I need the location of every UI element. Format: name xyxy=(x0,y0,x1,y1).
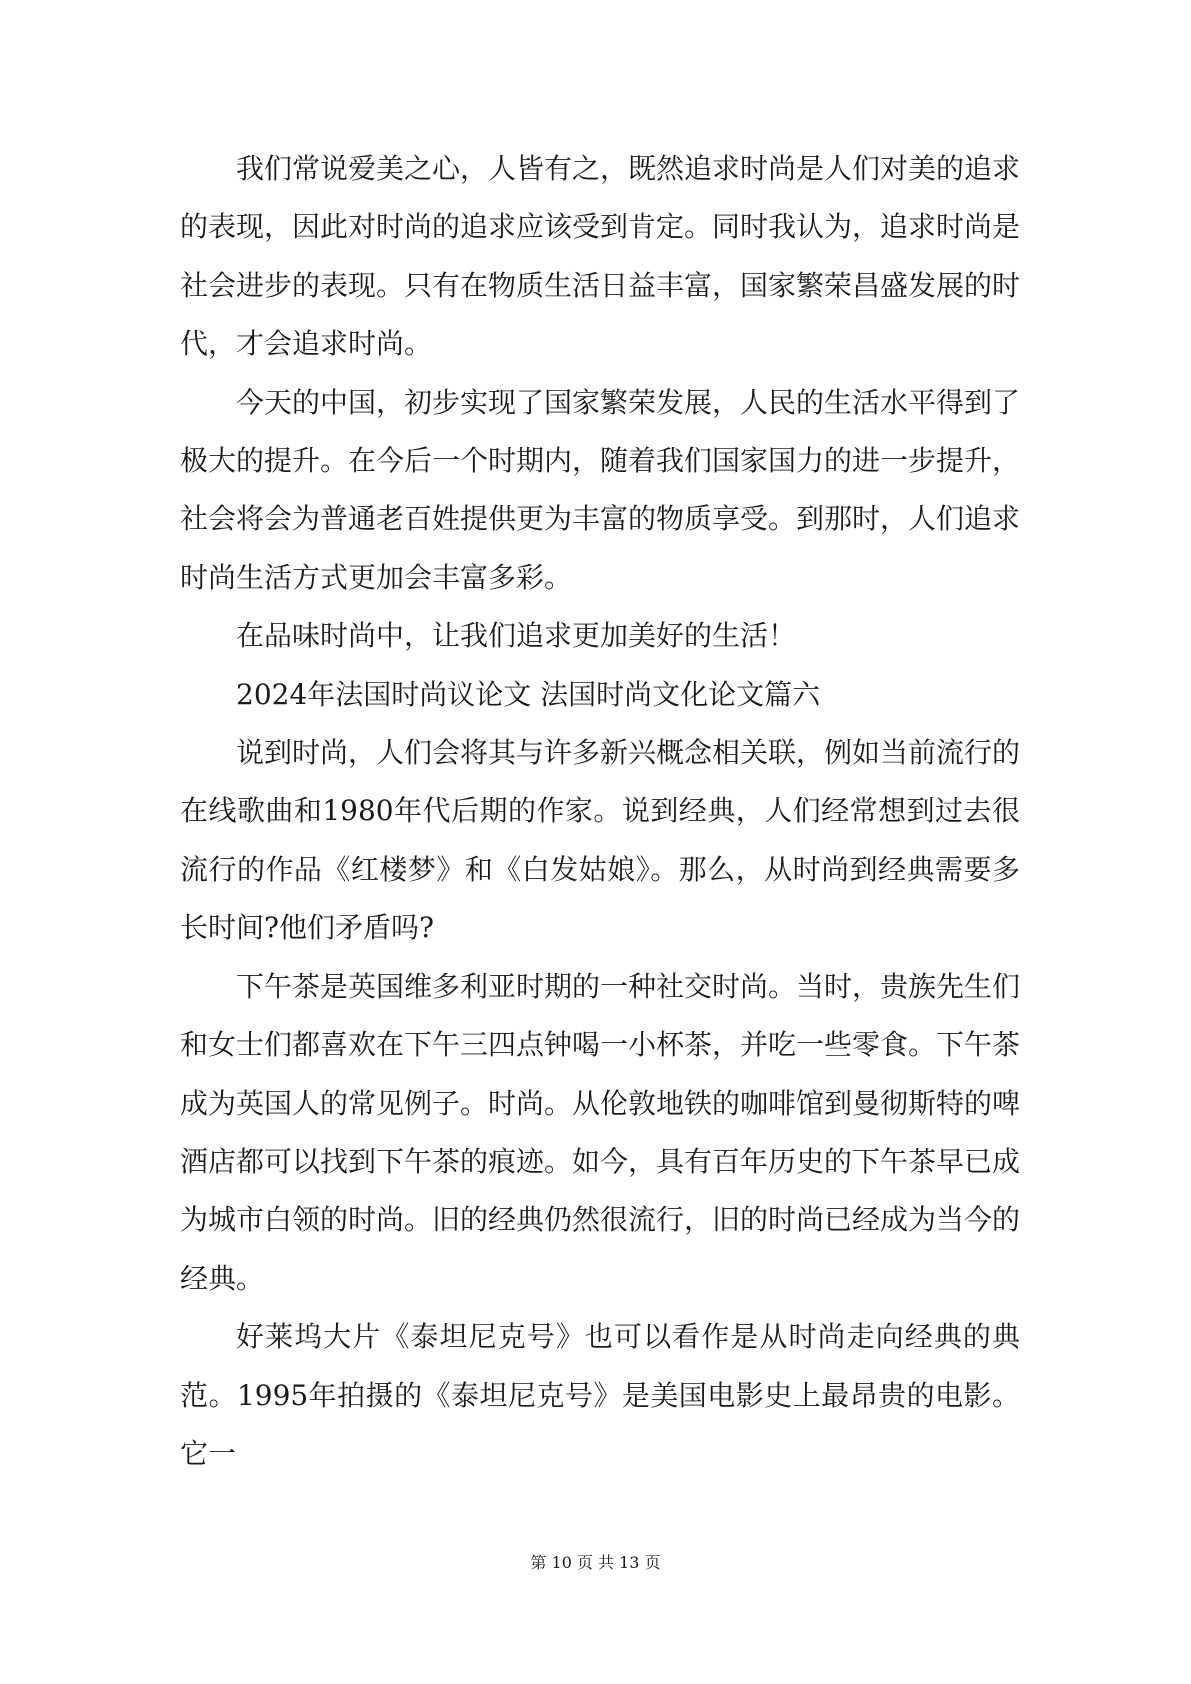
paragraph-3: 在品味时尚中，让我们追求更加美好的生活！ xyxy=(236,619,797,653)
page-footer: 第 10 页 共 13 页 xyxy=(530,1553,661,1572)
document-body xyxy=(180,140,1020,1483)
paragraph-4: 说到时尚，人们会将其与许多新兴概念相关联，例如当前流行的在线歌曲和1980年代后期的作家。说到经典，人们经常想到过去很流行的作品《红楼梦》和《白发姑娘》。那么，从时尚到经典需要多长时间?他们矛盾吗? xyxy=(180,736,1021,945)
paragraph-6: 好莱坞大片《泰坦尼克号》也可以看作是从时尚走向经典的典范。1995年拍摄的《泰坦尼克号》是美国电影史上最昂贵的电影。它一 xyxy=(180,1320,1020,1470)
paragraph-5: 下午茶是英国维多利亚时期的一种社交时尚。当时，贵族先生们和女士们都喜欢在下午三四点钟喝一小杯茶，并吃一些零食。下午茶成为英国人的常见例子。时尚。从伦敦地铁的咖啡馆到曼彻斯特的啤酒店都可以找到下午茶的痕迹。如今，具有百年历史的下午茶早已成为城市白领的时尚。旧的经典仍然很流行，旧的时尚已经成为当今的经典。 xyxy=(180,969,1021,1295)
paragraph-2: 今天的中国，初步实现了国家繁荣发展，人民的生活水平得到了极大的提升。在今后一个时期内，随着我们国家国力的进一步提升，社会将会为普通老百姓提供更为丰富的物质享受。到那时，人们追求时尚生活方式更加会丰富多彩。 xyxy=(180,385,1021,594)
paragraph-1: 我们常说爱美之心，人皆有之，既然追求时尚是人们对美的追求的表现，因此对时尚的追求应该受到肯定。同时我认为，追求时尚是社会进步的表现。只有在物质生活日益丰富，国家繁荣昌盛发展的时代，才会追求时尚。 xyxy=(180,152,1021,361)
section-heading: 2024年法国时尚议论文 法国时尚文化论文篇六 xyxy=(236,677,821,711)
